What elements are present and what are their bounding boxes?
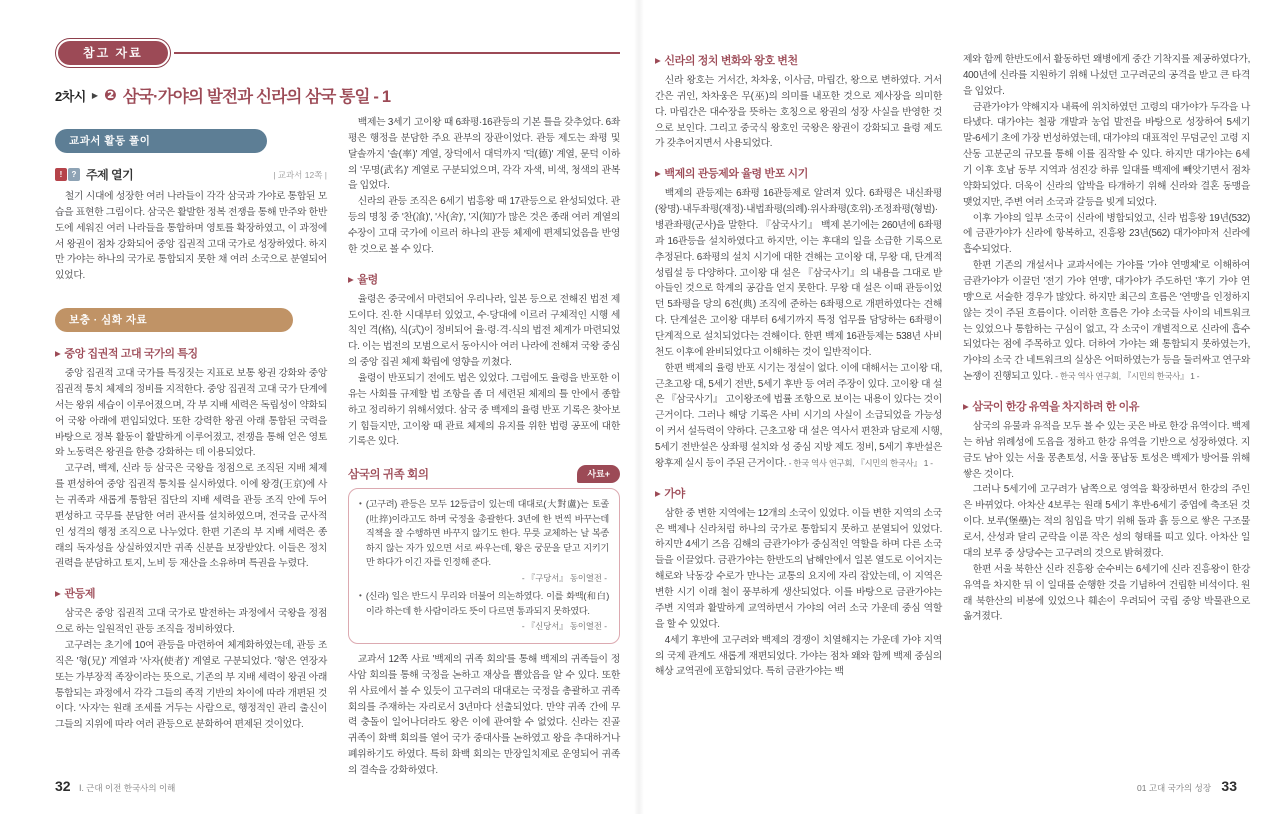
lesson-number: 2차시 [55, 88, 86, 104]
page-number: 32 [55, 778, 71, 794]
supplement-bar: 보충 · 심화 자료 [55, 308, 293, 332]
textbook-activity-bar: 교과서 활동 풀이 [55, 129, 267, 153]
circled-two-icon: ❷ [104, 87, 117, 104]
source-box-heading-row [348, 465, 620, 483]
paragraph-text: 한편 백제의 율령 반포 시기는 정설이 없다. 이에 대해서는 고이왕 대, 근초고왕 대, 5세기 전반, 5세기 후반 등 여러 주장이 있다. 고이왕 대 설은 『삼국사기』 고이왕조에 법률 조항으로 보이는 내용이 있다는 것이 근거이다. 그러나 해당 기록은 사비 시기의 사실이 소급되었을 가능성이 커서 설득력이 약하다. 근초고왕 대 설은 역사서 편찬과 담로제 시행, 5세기 전반설은 상좌평 설치와 성 중심 지방 제도 정비, 5세기 후반설은 왕후제 실시 등이 주된 근거이다. [655, 362, 942, 469]
topic-open-heading: 주제 열기 [86, 168, 134, 182]
left-page-columns [55, 115, 620, 779]
section-heading-text: 백제의 관등제와 율령 반포 시기 [664, 168, 808, 181]
paragraph: 율령은 중국에서 마련되어 우리나라, 일본 등으로 전해진 법전 제도이다. 진·한 시대부터 있었고, 수·당대에 이르러 구체적인 시행 세칙인 격(格), 식(式)이 정비되어 율·령·격·식의 법전 체계가 마련되었다. 이는 법전의 모범으로서 동아시아 여러 나라에 전해져 국왕 중심의 중앙 집권 체제 확립에 영향을 끼쳤다. [348, 293, 620, 369]
paragraph: 중앙 집권적 고대 국가를 특징짓는 지표로 보통 왕권 강화와 중앙 집권적 통치 체제의 정비를 지적한다. 중앙 집권적 고대 국가 단계에서는 왕위 세습이 이루어졌으며, 각 부 지배 세력은 독립성이 약화되어 국왕 아래에 편입되었다. 또한 강력한 왕권 아래 통합된 국력을 바탕으로 정복 활동이 활발하게 이루어졌고, 전쟁을 통해 얻은 영토와 노동력은 왕권을 한층 강화하는 데 이용되었다. [55, 368, 327, 459]
paragraph: 신라의 관등 조직은 6세기 법흥왕 때 17관등으로 완성되었다. 관등의 명칭 중 '찬(飡)', '사(舍)', '지(知)'가 많은 것은 종래 여러 계열의 수장이 고대 국가에 이르러 하나의 관등 체제에 편제되었음을 반영한 것으로 볼 수 있다. [348, 196, 620, 255]
textbook-page-reference: | 교과서 12쪽 | [273, 169, 327, 180]
left-column-1 [55, 115, 327, 779]
reference-tab [55, 38, 171, 68]
section-marker-icon: ▶ [963, 402, 969, 412]
section-heading [348, 271, 620, 287]
topic-open-heading-row [55, 166, 327, 183]
footer-section-title: Ⅰ. 근대 이전 한국사의 이해 [78, 783, 176, 793]
reference-tab-row [55, 38, 620, 68]
bullet-icon: • [359, 499, 362, 509]
paragraph: 한편 서울 북한산 신라 진흥왕 순수비는 6세기에 신라 진흥왕이 한강 유역을 차지한 뒤 이 일대를 순행한 것을 기념하여 건립한 비석이다. 원래 북한산의 비봉에 있었으나 훼손이 우려되어 국립 중앙 박물관으로 옮겨졌다. [963, 563, 1250, 623]
lesson-title-row [55, 83, 620, 107]
source-box [348, 488, 620, 644]
source-citation: - 『구당서』 동이열전 - [521, 572, 607, 583]
lesson-title: 삼국·가야의 발전과 신라의 삼국 통일 - 1 [122, 88, 391, 106]
section-marker-icon: ▶ [55, 589, 61, 599]
paragraph: 4세기 후반에 고구려와 백제의 경쟁이 치열해지는 가운데 가야 지역의 국제 관계도 새롭게 재편되었다. 가야는 점차 왜와 함께 백제 중심의 해상 교역권에 포함되었다. 특히 금관가야는 백 [655, 634, 942, 678]
section-heading-text: 가야 [664, 487, 685, 500]
book-question-icon [55, 168, 80, 181]
paragraph: 율령이 반포되기 전에도 법은 있었다. 그럼에도 율령을 반포한 이유는 사회를 규제할 법 조항을 좀 더 세련된 체제의 틀 안에서 종합하고 정리하기 위해서였다. 삼국 중 백제의 율령 반포 기록은 찾아보기 힘들지만, 고이왕 때 관료 체제의 유지를 위한 법령 공포에 대한 기록은 있다. [348, 373, 620, 448]
section-marker-icon: ▶ [655, 169, 661, 179]
source-item [359, 589, 609, 618]
section-heading [655, 485, 942, 501]
page-gutter-shadow [634, 0, 644, 814]
question-book-icon: ? [68, 168, 80, 181]
paragraph: 금관가야가 약해지자 내륙에 위치하였던 고령의 대가야가 두각을 나타냈다. 대가야는 철광 개발과 농업 발전을 바탕으로 성장하여 5세기 말-6세기 초에 가장 번성하였는데, 대가야의 대표적인 무덤군인 고령 지산동 고분군의 규모를 통해 이를 짐작할 수 있다. 하지만 대가야는 6세기 이후 호남 동부 지역과 섬진강 하류 일대를 백제에 빼앗기면서 점차 약화되었다. 더욱이 신라의 압박을 타개하기 위해 신라와 결혼 동맹을 맺었지만, 주변 여러 소국과 갈등을 빚게 되었다. [963, 101, 1250, 208]
source-citation: - 『신당서』 동이열전 - [521, 621, 607, 632]
footer-section-title: 01 고대 국가의 성장 [1137, 783, 1212, 793]
right-column-2 [963, 52, 1250, 680]
section-marker-icon: ▶ [655, 56, 661, 65]
paragraph-text: 한편 기존의 개설서나 교과서에는 가야를 '가야 연맹체'로 이해하여 금관가야가 이끌던 '전기 가야 연맹', 대가야가 주도하던 '후기 가야 연맹'으로 서술한 경우가 많았다. 하지만 최근의 흐름은 '연맹'을 인정하지 않는 것이 주된 흐름이다. 이러한 흐름은 가야 소국들 사이의 네트워크는 있었으나 통합하는 구심이 없고, 각 소국이 개별적으로 신라에 흡수되었다는 점에 주목하고 있다. 더하여 가야는 왜 통합되지 못하였는가, 가야의 소국 간 네트워크의 실상은 어떠하였는가 등을 둘러싸고 연구와 논쟁이 진행되고 있다. [963, 260, 1250, 383]
section-heading [655, 165, 942, 181]
paragraph: 제와 함께 한반도에서 활동하던 왜병에게 중간 기착지를 제공하였다가, 400년에 신라를 지원하기 위해 나섰던 고구려군의 공격을 받고 큰 타격을 입었다. [963, 54, 1250, 97]
paragraph: 신라 왕호는 거서간, 차차웅, 이사금, 마립간, 왕으로 변하였다. 거서간은 귀인, 차차웅은 무(巫)의 의미를 내포한 것으로 제사장을 의미한다. 마립간은 대수장을 뜻하는 호칭으로 왕권의 성장 사실을 반영한 것으로 보인다. 그리고 중국식 왕호인 국왕은 왕권이 강화되고 율령 제도가 갖추어지면서 사용되었다. [655, 75, 942, 150]
arrow-right-icon: ▶ [91, 90, 99, 100]
section-heading-text: 신라의 정치 변화와 왕호 변천 [664, 55, 798, 67]
right-column-1 [655, 52, 942, 680]
section-marker-icon: ▶ [348, 274, 354, 284]
reference-tab-label: 참고 자료 [58, 41, 168, 65]
citation: - 한국 역사 연구회, 『시민의 한국사』 1 - [1055, 371, 1200, 382]
left-page-footer [55, 778, 175, 794]
section-marker-icon: ▶ [55, 349, 61, 359]
section-heading [963, 398, 1250, 414]
page-number: 33 [1221, 778, 1237, 794]
page-left [0, 0, 638, 814]
paragraph: 고구려, 백제, 신라 등 삼국은 국왕을 정점으로 조직된 지배 체제를 편성하여 중앙 집권적 통치를 실시하였다. 이에 왕경(王京)에 사는 귀족과 새롭게 통합된 집단의 지배 세력을 관등 조직 안에 두어 편성하고 국무를 분담한 여러 관서를 설치하였으며, 전국을 군사적인 성격의 행정 조직으로 나누었다. 한편 기존의 부 지배 세력은 종래의 독자성을 상실하였지만 귀족 신분을 보장받았다. 이들은 정치권력을 분담하고 토지, 노비 등 재산을 소유하며 특권을 누렸다. [55, 463, 327, 570]
paragraph: 삼국은 중앙 집권적 고대 국가로 발전하는 과정에서 국왕을 정점으로 하는 일원적인 관등 조직을 정비하였다. [55, 608, 327, 636]
paragraph: 그러나 5세기에 고구려가 남쪽으로 영역을 확장하면서 한강의 주인은 바뀌었다. 아차산 4보루는 원래 5세기 후반-6세기 중엽에 축조된 것이다. 보루(堡壘)는 적의 침입을 막기 위해 돌과 흙 등으로 쌓은 구조물로서, 산성과 달리 군락을 이룬 작은 성의 형태를 띠고 있다. 아차산 일대의 보루 중 상당수는 고구려의 것으로 밝혀졌다. [963, 484, 1250, 559]
paragraph: 교과서 12쪽 사료 '백제의 귀족 회의'를 통해 백제의 귀족들이 정사암 회의를 통해 국정을 논하고 재상을 뽑았음을 알 수 있다. 또한 위 사료에서 볼 수 있듯이 고구려의 대대로는 국정을 총괄하고 귀족 회의를 주재하는 자리로서 3년마다 선출되었다. 만약 귀족 간에 무력 충돌이 일어나더라도 왕은 이에 관여할 수 없었다. 신라는 진골 귀족이 화백 회의를 열어 국가 중대사를 논하였고 왕을 추대하거나 폐위하기도 하였다. 특히 화백 회의는 만장일치제로 운영되어 귀족의 결속을 강화하였다. [348, 654, 620, 777]
tab-rule-line [174, 52, 620, 54]
paragraph: 이후 가야의 일부 소국이 신라에 병합되었고, 신라 법흥왕 19년(532)에 금관가야가 신라에 항복하고, 진흥왕 23년(562) 대가야마저 신라에 흡수되었다. [963, 212, 1250, 256]
paragraph: 삼국의 유물과 유적을 모두 볼 수 있는 곳은 바로 한강 유역이다. 백제는 하남 위례성에 도읍을 정하고 한강 유역을 기반으로 성장하였다. 지금도 남아 있는 서울 몽촌토성, 서울 풍납동 토성은 백제가 방어를 위해 쌓은 것이다. [963, 421, 1250, 480]
source-box-heading: 삼국의 귀족 회의 [348, 469, 429, 482]
section-heading [55, 585, 327, 601]
right-page-footer [1137, 778, 1237, 794]
paragraph-with-citation [963, 258, 1250, 385]
right-page-columns [655, 52, 1250, 680]
paragraph: 백제는 3세기 고이왕 때 6좌평·16관등의 기본 틀을 갖추었다. 6좌평은 행정을 분담한 주요 관부의 장관이었다. 관등 제도는 좌평 및 달솔까지 '솔(率)' 계열, 장덕에서 대덕까지 '덕(德)' 계열, 문덕 이하의 '무명(武名)' 계열로 구분되었으며, 각각 자색, 비색, 청색의 관복을 입었다. [348, 117, 620, 192]
section-heading [655, 52, 942, 68]
exclamation-book-icon: ! [55, 168, 67, 181]
section-heading-text: 율령 [357, 273, 378, 286]
topic-open-paragraph: 철기 시대에 성장한 여러 나라들이 각각 삼국과 가야로 통합된 모습을 표현한 그림이다. 삼국은 활발한 정복 전쟁을 통해 만주와 한반도에 세워진 여러 나라들을 통합하며 영토를 확장하였고, 이 과정에서 왕권이 점차 강화되어 중앙 집권적 고대 국가로 성장하였다. 하지만 가야는 하나의 국가로 통합되지 못한 채 여러 소국으로 분열되어 있었다. [55, 191, 327, 282]
citation: - 한국 역사 연구회, 『시민의 한국사』 1 - [788, 457, 933, 468]
source-item-text: (고구려) 관등은 모두 12등급이 있는데 대대로(大對盧)는 토졸(吐捽)이라고도 하며 국정을 총괄한다. 3년에 한 번씩 바꾸는데 직책을 잘 수행하면 바꾸지 않기도 한다. 무릇 교체하는 날 복종하지 않는 자가 있으면 서로 싸우는데, 왕은 궁문을 닫고 지키기만 하다가 이긴 자를 인정해 준다. [365, 499, 609, 568]
source-item [359, 497, 609, 570]
paragraph: 삼한 중 변한 지역에는 12개의 소국이 있었다. 이들 변한 지역의 소국은 백제나 신라처럼 하나의 국가로 통합되지 못하고 분열되어 있었다. 하지만 4세기 즈음 김해의 금관가야가 중심적인 역할을 하며 다른 소국들을 이끌었다. 금관가야는 한반도의 남해안에서 일본 열도로 이어지는 해로와 낙동강 수로가 만나는 교통의 요지에 자리 잡았는데, 이 지역은 변한 시기 이래 철이 풍부하게 생산되었다. 이를 바탕으로 금관가야는 주변 지역과 활발하게 교역하면서 가야의 여러 소국 가운데 중심 역할을 할 수 있었다. [655, 507, 942, 630]
section-heading-text: 관등제 [64, 588, 96, 601]
source-item-text: (신라) 일은 반드시 무리와 더불어 의논하였다. 이를 화백(和白)이라 하는데 한 사람이라도 뜻이 다르면 통과되지 못하였다. [365, 590, 609, 616]
paragraph-with-citation [655, 361, 942, 472]
section-heading [55, 345, 327, 361]
paragraph: 고구려는 초기에 10여 관등을 마련하여 체계화하였는데, 관등 조직은 '형(兄)' 계열과 '사자(使者)' 계열로 구분되었다. '형'은 연장자 또는 가부장적 족장이라는 뜻으로, 기존의 부 지배 세력이 왕권 아래 통합되는 과정에서 각각 그들의 족적 기반의 차이에 따라 개편된 것이다. '사자'는 원래 조세를 거두는 사람으로, 행정적인 관리 출신이 그들의 지위에 따라 여러 관등으로 분화하여 편제된 것이었다. [55, 640, 327, 731]
left-column-2 [348, 115, 620, 779]
section-heading-text: 삼국이 한강 유역을 차지하려 한 이유 [972, 401, 1140, 414]
source-plus-badge: 사료+ [577, 465, 620, 483]
bullet-icon: • [359, 590, 362, 600]
paragraph: 백제의 관등제는 6좌평 16관등제로 알려져 있다. 6좌평은 내신좌평(왕명)·내두좌평(재정)·내법좌평(의례)·위사좌평(호위)·조정좌평(형벌)·병관좌평(군사)을 말한다. 『삼국사기』 백제 본기에는 260년에 6좌평과 16관등을 설치하였다고 하지만, 이는 후대의 일을 소급한 기록으로 추정된다. 6좌평의 설치 시기에 대한 견해는 고이왕 대, 무왕 대, 단계적 성립설 등 다양하다. 고이왕 대 설은 『삼국사기』의 내용을 그대로 받아들인 것으로 학계의 공감을 얻지 못한다. 무왕 대 설은 이때 관등이었던 5좌평을 당의 6전(典) 조직에 준하는 6좌평으로 개편하였다는 견해다. 단계설은 고이왕 대부터 6세기까지 특정 업무를 담당하는 6좌평이 단계적으로 설치되었다는 견해이다. 한편 백제 16관등제는 538년 사비 천도 이후에 완비되었다고 이해하는 것이 일반적이다. [655, 188, 942, 358]
section-heading-text: 중앙 집권적 고대 국가의 특징 [64, 348, 198, 361]
section-marker-icon: ▶ [655, 488, 661, 498]
page-right [655, 0, 1255, 814]
